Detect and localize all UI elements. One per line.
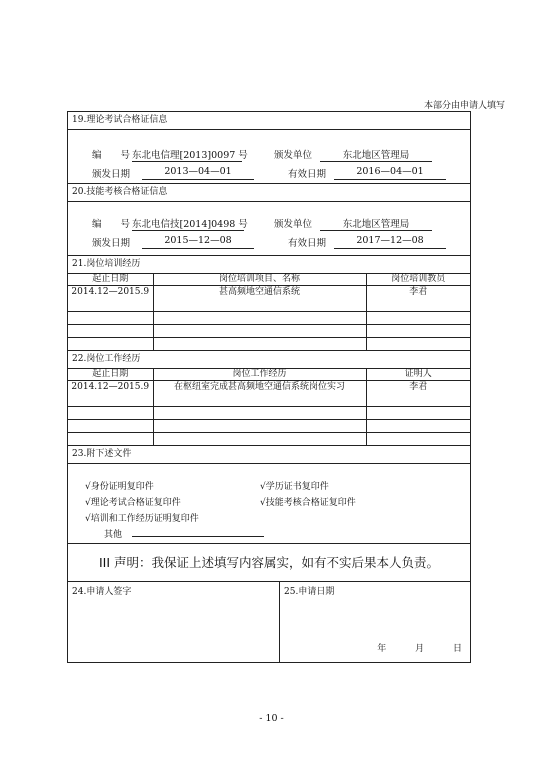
table-cell: 甚高频地空通信系统 — [153, 286, 366, 312]
column-header: 起止日期 — [68, 369, 153, 381]
issue-date-label: 颁发日期 — [92, 169, 131, 180]
attachments-title: 23.附下述文件 — [68, 446, 470, 464]
training-table — [68, 274, 470, 350]
column-header: 岗位培训教员 — [366, 274, 470, 286]
attachment-item: √学历证书复印件 — [260, 482, 329, 492]
signature-section — [68, 582, 470, 662]
attachment-item: √培训和工作经历证明复印件 — [85, 514, 199, 524]
form-note: 本部分由申请人填写 — [423, 101, 505, 111]
table-row — [68, 338, 470, 351]
work-table — [68, 369, 470, 445]
attachment-item: √理论考试合格证复印件 — [85, 498, 181, 508]
theory-cert-info — [68, 130, 470, 183]
attachments-section — [68, 446, 470, 544]
work-section — [68, 351, 470, 446]
issuer-label: 颁发单位 — [274, 150, 313, 161]
page-number: - 10 - — [259, 713, 284, 724]
valid-date-value: 2016—04—01 — [334, 166, 446, 180]
cert-no-label: 编 号 — [92, 150, 131, 161]
declaration: III 声明：我保证上述填写内容属实，如有不实后果本人负责。 — [68, 544, 470, 582]
training-title: 21.岗位培训经历 — [68, 256, 470, 274]
table-cell: 在枢纽室完成甚高频地空通信系统岗位实习 — [153, 381, 366, 407]
year-label: 年 — [377, 644, 387, 654]
issuer-value: 东北地区管理局 — [320, 216, 432, 231]
table-row — [68, 286, 470, 312]
applicant-signature-cell — [68, 582, 280, 662]
table-row — [68, 433, 470, 446]
table-row — [68, 325, 470, 338]
table-cell: 2014.12—2015.9 — [68, 381, 153, 407]
attachment-item: √技能考核合格证复印件 — [260, 498, 356, 508]
work-title: 22.岗位工作经历 — [68, 351, 470, 369]
training-section — [68, 256, 470, 351]
attachments-list — [68, 464, 470, 543]
attachment-item: √身份证明复印件 — [85, 482, 154, 492]
issuer-value: 东北地区管理局 — [320, 147, 432, 162]
column-header: 证明人 — [366, 369, 470, 381]
valid-date-value: 2017—12—08 — [334, 235, 446, 249]
table-cell: 李君 — [366, 286, 470, 312]
table-cell: 李君 — [366, 381, 470, 407]
application-date-label: 25.申请日期 — [284, 587, 335, 597]
theory-cert-section — [68, 112, 470, 184]
day-label: 日 — [452, 644, 462, 654]
column-header: 岗位工作经历 — [153, 369, 366, 381]
skill-cert-section — [68, 184, 470, 256]
issue-date-value: 2013—04—01 — [142, 166, 254, 180]
skill-cert-title: 20.技能考核合格证信息 — [68, 184, 470, 202]
table-row — [68, 420, 470, 433]
cert-no-value: 东北电信技[2014]0498 号 — [132, 216, 244, 231]
other-label: 其他 — [104, 530, 123, 540]
skill-cert-info — [68, 202, 470, 255]
theory-cert-title: 19.理论考试合格证信息 — [68, 112, 470, 130]
issuer-label: 颁发单位 — [274, 219, 313, 230]
table-cell: 2014.12—2015.9 — [68, 286, 153, 312]
other-blank-line — [132, 528, 264, 537]
table-row — [68, 407, 470, 420]
date-fields — [351, 641, 462, 654]
applicant-signature-label: 24.申请人签字 — [72, 587, 132, 597]
application-date-cell — [280, 582, 470, 662]
column-header: 起止日期 — [68, 274, 153, 286]
table-row — [68, 381, 470, 407]
issue-date-value: 2015—12—08 — [142, 235, 254, 249]
application-form — [67, 111, 471, 663]
column-header: 岗位培训项目、名称 — [153, 274, 366, 286]
month-label: 月 — [415, 644, 425, 654]
attachment-other — [104, 527, 264, 540]
table-header-row — [68, 274, 470, 286]
cert-no-value: 东北电信理[2013]0097 号 — [132, 147, 242, 162]
table-header-row — [68, 369, 470, 381]
valid-date-label: 有效日期 — [288, 169, 327, 180]
cert-no-label: 编 号 — [92, 219, 131, 230]
valid-date-label: 有效日期 — [288, 238, 327, 249]
table-row — [68, 312, 470, 325]
issue-date-label: 颁发日期 — [92, 238, 131, 249]
